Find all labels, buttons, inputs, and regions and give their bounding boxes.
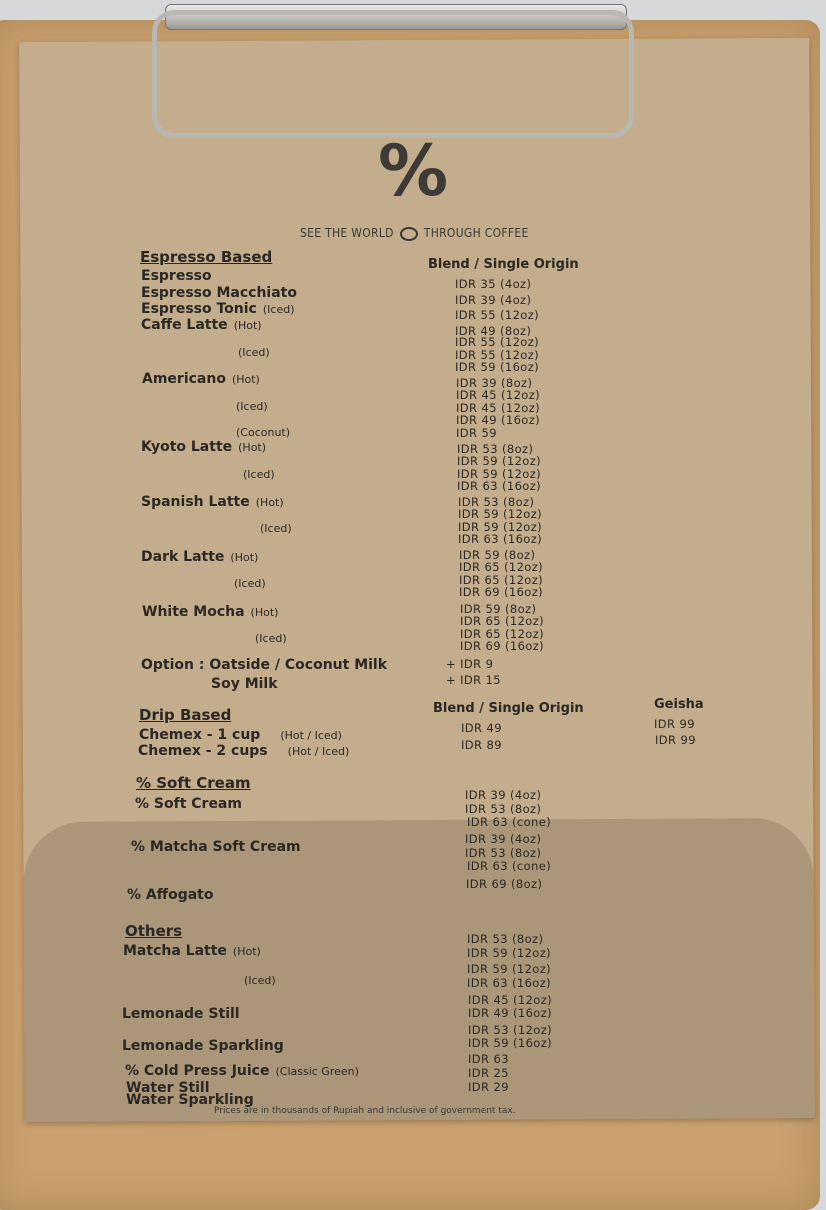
menu-item-caffe-latte: [141, 317, 262, 333]
item-name: White Mocha: [142, 604, 245, 620]
price: IDR 55 (12oz): [455, 308, 540, 322]
menu-item-dark-latte: [141, 549, 258, 565]
percent-logo: %: [378, 130, 449, 212]
menu-item-americano-iced: (Iced): [236, 400, 268, 413]
footer-note: Prices are in thousands of Rupiah and inclusive of government tax.: [214, 1106, 516, 1116]
price: IDR 29: [468, 1080, 509, 1094]
price: IDR 69 (16oz): [460, 639, 545, 653]
item-modifier: (Hot): [255, 496, 284, 509]
price: IDR 39 (8oz): [456, 376, 533, 390]
option-price-2: + IDR 15: [446, 673, 502, 687]
menu-item-espresso-tonic: [141, 301, 294, 317]
price: IDR 59 (12oz): [457, 454, 542, 468]
price: IDR 89: [461, 738, 502, 752]
menu-item-chemex-2: [138, 743, 349, 759]
item-name: Dark Latte: [141, 549, 225, 565]
price: IDR 59 (12oz): [467, 962, 552, 976]
tagline-right: THROUGH COFFEE: [423, 226, 529, 240]
item-name: Kyoto Latte: [141, 439, 233, 455]
menu-item-americano-coconut: (Coconut): [236, 426, 291, 439]
section-espresso-title: Espresso Based: [140, 248, 273, 266]
section-drip-title: Drip Based: [139, 706, 232, 724]
price: IDR 25: [468, 1066, 509, 1080]
item-name: Caffe Latte: [141, 317, 228, 333]
item-name: Espresso Macchiato: [141, 285, 297, 301]
price: IDR 39 (4oz): [455, 293, 532, 307]
price: IDR 99: [654, 717, 695, 731]
item-name: Spanish Latte: [141, 494, 250, 510]
price: IDR 59 (12oz): [458, 520, 543, 534]
tagline-left: SEE THE WORLD: [300, 226, 394, 240]
price: IDR 69 (16oz): [459, 585, 544, 599]
item-name: Espresso: [141, 268, 212, 284]
price: IDR 53 (8oz): [458, 495, 535, 509]
price: IDR 63: [468, 1052, 509, 1066]
section-others-title: Others: [125, 922, 183, 940]
price: IDR 65 (12oz): [460, 627, 545, 641]
drip-column-header: Blend / Single Origin: [433, 701, 584, 716]
price: IDR 53 (8oz): [465, 846, 542, 860]
option-price-1: + IDR 9: [446, 657, 494, 671]
menu-item-spanish-latte: [141, 494, 284, 510]
price: IDR 53 (12oz): [468, 1023, 553, 1037]
price: IDR 45 (12oz): [456, 388, 541, 402]
price: IDR 63 (cone): [467, 859, 552, 873]
item-modifier: (Hot / Iced): [280, 729, 342, 742]
milk-option-label-2: Soy Milk: [211, 676, 278, 692]
item-modifier: (Hot / Iced): [287, 745, 350, 758]
price: IDR 59 (12oz): [467, 946, 552, 960]
item-name: Chemex - 1 cup: [139, 727, 261, 743]
menu-item-kyoto-latte: [141, 439, 266, 455]
price: IDR 59 (12oz): [457, 467, 542, 481]
price: IDR 45 (12oz): [468, 993, 553, 1007]
item-name: Chemex - 2 cups: [138, 743, 268, 759]
price: IDR 49: [461, 721, 502, 735]
price: IDR 65 (12oz): [459, 573, 544, 587]
menu-item-lemonade-still: Lemonade Still: [122, 1006, 240, 1022]
clip-wire: [152, 10, 634, 138]
menu-item-soft-cream: % Soft Cream: [135, 796, 242, 812]
price: IDR 55 (12oz): [455, 335, 540, 349]
item-modifier: (Hot): [232, 945, 261, 958]
menu-item-espresso: [141, 268, 212, 284]
price: IDR 39 (4oz): [465, 832, 542, 846]
price: IDR 53 (8oz): [457, 442, 534, 456]
price: IDR 53 (8oz): [465, 802, 542, 816]
price: IDR 59: [456, 426, 497, 440]
item-name: Matcha Latte: [123, 943, 227, 959]
price: IDR 45 (12oz): [456, 401, 541, 415]
menu-item-dark-latte-iced: (Iced): [234, 577, 266, 590]
menu-item-white-mocha-iced: (Iced): [255, 632, 287, 645]
menu-item-chemex-1: [139, 727, 342, 743]
espresso-column-header: Blend / Single Origin: [428, 257, 579, 272]
menu-item-espresso-macchiato: [141, 285, 297, 301]
price: IDR 59 (12oz): [458, 507, 543, 521]
milk-option-label: Option : Oatside / Coconut Milk: [141, 657, 388, 673]
drip-geisha-header: Geisha: [654, 697, 704, 712]
menu-item-water-sparkling: Water Sparkling: [126, 1092, 254, 1108]
price: IDR 63 (16oz): [458, 532, 543, 546]
price: IDR 69 (8oz): [466, 877, 543, 891]
price: IDR 65 (12oz): [459, 560, 544, 574]
menu-item-spanish-latte-iced: (Iced): [260, 522, 292, 535]
item-modifier: (Classic Green): [275, 1065, 359, 1078]
price: IDR 59 (16oz): [468, 1036, 553, 1050]
item-modifier: (Hot): [233, 319, 262, 332]
item-modifier: (Hot): [231, 373, 260, 386]
menu-item-americano: [142, 371, 260, 387]
price: IDR 53 (8oz): [467, 932, 544, 946]
price: IDR 59 (8oz): [460, 602, 537, 616]
menu-item-caffe-latte-iced: (Iced): [238, 346, 270, 359]
menu-item-white-mocha: [142, 604, 278, 620]
price: IDR 49 (16oz): [456, 413, 541, 427]
menu-item-matcha-soft-cream: % Matcha Soft Cream: [131, 839, 301, 855]
menu-item-lemonade-sparkling: Lemonade Sparkling: [122, 1038, 284, 1054]
price: IDR 35 (4oz): [455, 277, 532, 291]
menu-item-cold-press-juice: [125, 1063, 359, 1079]
menu-item-matcha-latte-iced: (Iced): [244, 974, 276, 987]
item-name: Espresso Tonic: [141, 301, 257, 317]
price: IDR 65 (12oz): [460, 614, 545, 628]
section-soft-cream-title: % Soft Cream: [136, 774, 251, 792]
globe-icon: [400, 227, 418, 241]
item-name: Americano: [142, 371, 226, 387]
item-name: % Cold Press Juice: [125, 1063, 270, 1079]
price: IDR 49 (16oz): [468, 1006, 553, 1020]
item-modifier: (Hot): [250, 606, 279, 619]
menu-item-kyoto-latte-iced: (Iced): [243, 468, 275, 481]
price: IDR 63 (cone): [467, 815, 552, 829]
price: IDR 55 (12oz): [455, 348, 540, 362]
price: IDR 59 (16oz): [455, 360, 540, 374]
price: IDR 63 (16oz): [467, 976, 552, 990]
menu-item-matcha-latte: [123, 943, 261, 959]
tagline: [300, 226, 540, 241]
price: IDR 39 (4oz): [465, 788, 542, 802]
menu-item-water-still: Water Still: [126, 1080, 210, 1096]
price: IDR 63 (16oz): [457, 479, 542, 493]
price: IDR 99: [655, 733, 696, 747]
price: IDR 49 (8oz): [455, 324, 532, 338]
item-modifier: (Iced): [262, 303, 295, 316]
item-modifier: (Hot): [230, 551, 259, 564]
item-modifier: (Hot): [238, 441, 267, 454]
menu-item-affogato: % Affogato: [127, 887, 214, 903]
price: IDR 59 (8oz): [459, 548, 536, 562]
